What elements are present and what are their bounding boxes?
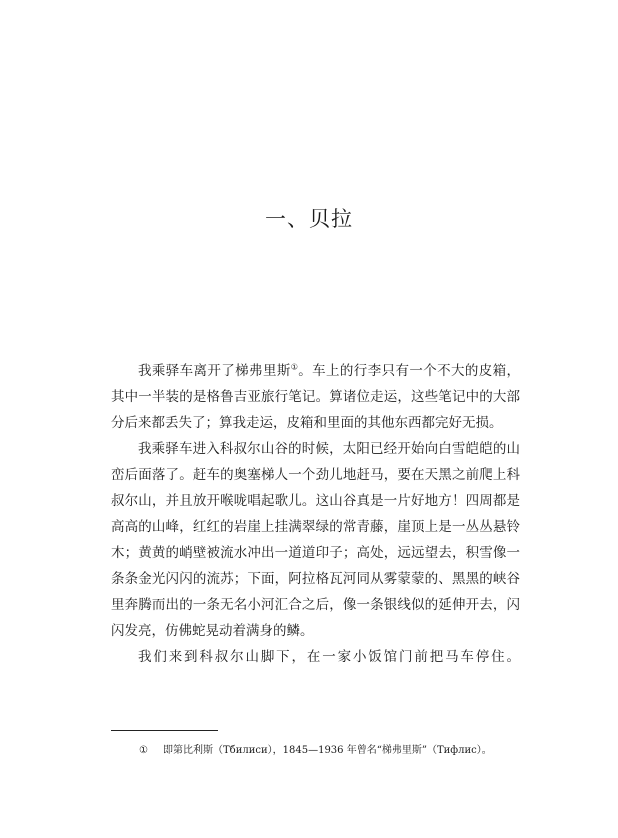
footnote-number: ① xyxy=(139,745,148,756)
paragraph-1-text-after-note: 。车上的行李只有一个不大的皮箱，其中一半装的是格鲁吉亚旅行笔记。算诸位走运，这些笔记中的大部分后来都丢失了；算我走运，皮箱和里面的其他东西都完好无损。 xyxy=(111,363,521,431)
footnote-reference-mark: ① xyxy=(290,362,299,372)
footnote xyxy=(139,744,519,758)
chapter-title: 一、贝拉 xyxy=(265,207,353,231)
paragraph-1 xyxy=(111,358,520,436)
paragraph-2: 我乘驿车进入科叔尔山谷的时候，太阳已经开始向白雪皑皑的山峦后面落了。赶车的奥塞梯人一个劲儿地赶马，要在天黑之前爬上科叔尔山，并且放开喉咙唱起歌儿。这山谷真是一片好地方！四周都是高高的山峰，红红的岩崖上挂满翠绿的常青藤，崖顶上是一丛丛悬铃木；黄黄的峭壁被流水冲出一道道印子；高处，远远望去，积雪像一条条金光闪闪的流苏；下面，阿拉格瓦河同从雾蒙蒙的、黑黑的峡谷里奔腾而出的一条无名小河汇合之后，像一条银线似的延伸开去，闪闪发亮，仿佛蛇晃动着满身的鳞。 xyxy=(111,441,520,639)
paragraph-1-text-before-note: 我乘驿车离开了梯弗里斯 xyxy=(138,363,291,379)
body-text xyxy=(111,358,520,670)
footnote-text: 即第比利斯（Тбилиси），1845—1936 年曾名“梯弗里斯”（Тифлис）。 xyxy=(163,745,492,756)
paragraph-3: 我们来到科叔尔山脚下，在一家小饭馆门前把马车停住。 xyxy=(138,649,520,665)
footnote-separator xyxy=(111,730,218,731)
